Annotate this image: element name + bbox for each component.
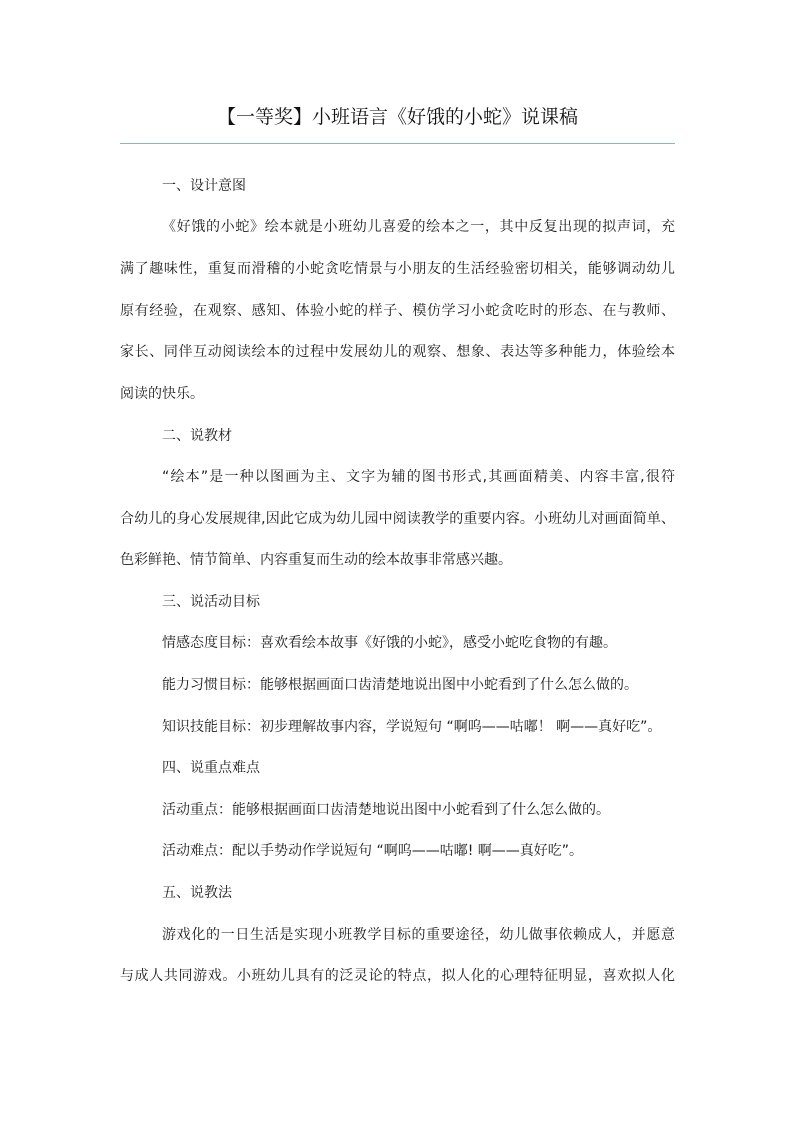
paragraph-line: 《好饿的小蛇》绘本就是小班幼儿喜爱的绘本之一，其中反复出现的拟声词，充 — [162, 219, 675, 235]
paragraph-line: 色彩鲜艳、情节简单、内容重复而生动的绘本故事非常感兴趣。 — [120, 552, 512, 568]
paragraph-line: 游戏化的一日生活是实现小班教学目标的重要途径，幼儿做事依赖成人，并愿意 — [162, 927, 675, 943]
section-heading-design-intent: 一、设计意图 — [162, 178, 246, 194]
section-heading-activity-goals: 三、说活动目标 — [162, 594, 260, 610]
key-point: 活动重点：能够根据画面口齿清楚地说出图中小蛇看到了什么怎么做的。 — [162, 802, 610, 818]
paragraph-line: 与成人共同游戏。小班幼儿具有的泛灵论的特点，拟人化的心理特征明显，喜欢拟人化 — [120, 968, 675, 984]
goal-knowledge: 知识技能目标：初步理解故事内容，学说短句 “啊呜——咕嘟！ 啊——真好吃”。 — [162, 719, 662, 735]
paragraph-line: 满了趣味性，重复而滑稽的小蛇贪吃情景与小朋友的生活经验密切相关，能够调动幼儿 — [120, 261, 675, 277]
paragraph-line: 合幼儿的身心发展规律,因此它成为幼儿园中阅读教学的重要内容。小班幼儿对画面简单、 — [120, 511, 675, 527]
paragraph-line: 家长、同伴互动阅读绘本的过程中发展幼儿的观察、想象、表达等多种能力，体验绘本 — [120, 344, 675, 360]
paragraph-line: 原有经验，在观察、感知、体验小蛇的样子、模仿学习小蛇贪吃时的形态、在与教师、 — [120, 303, 675, 319]
paragraph-line: “绘本”是一种以图画为主、文字为辅的图书形式,其画面精美、内容丰富,很符 — [162, 469, 675, 485]
paragraph-line: 阅读的快乐。 — [120, 386, 204, 402]
goal-ability: 能力习惯目标：能够根据画面口齿清楚地说出图中小蛇看到了什么怎么做的。 — [162, 677, 638, 693]
section-heading-teaching-material: 二、说教材 — [162, 428, 232, 444]
difficult-point: 活动难点：配以手势动作学说短句 “啊呜——咕嘟! 啊——真好吃”。 — [162, 843, 584, 859]
document-title: 【一等奖】小班语言《好饿的小蛇》说课稿 — [216, 106, 578, 128]
title-divider — [120, 143, 675, 144]
goal-emotion: 情感态度目标：喜欢看绘本故事《好饿的小蛇》，感受小蛇吃食物的有趣。 — [162, 635, 617, 651]
section-heading-key-points: 四、说重点难点 — [162, 760, 260, 776]
section-heading-teaching-method: 五、说教法 — [162, 885, 232, 901]
